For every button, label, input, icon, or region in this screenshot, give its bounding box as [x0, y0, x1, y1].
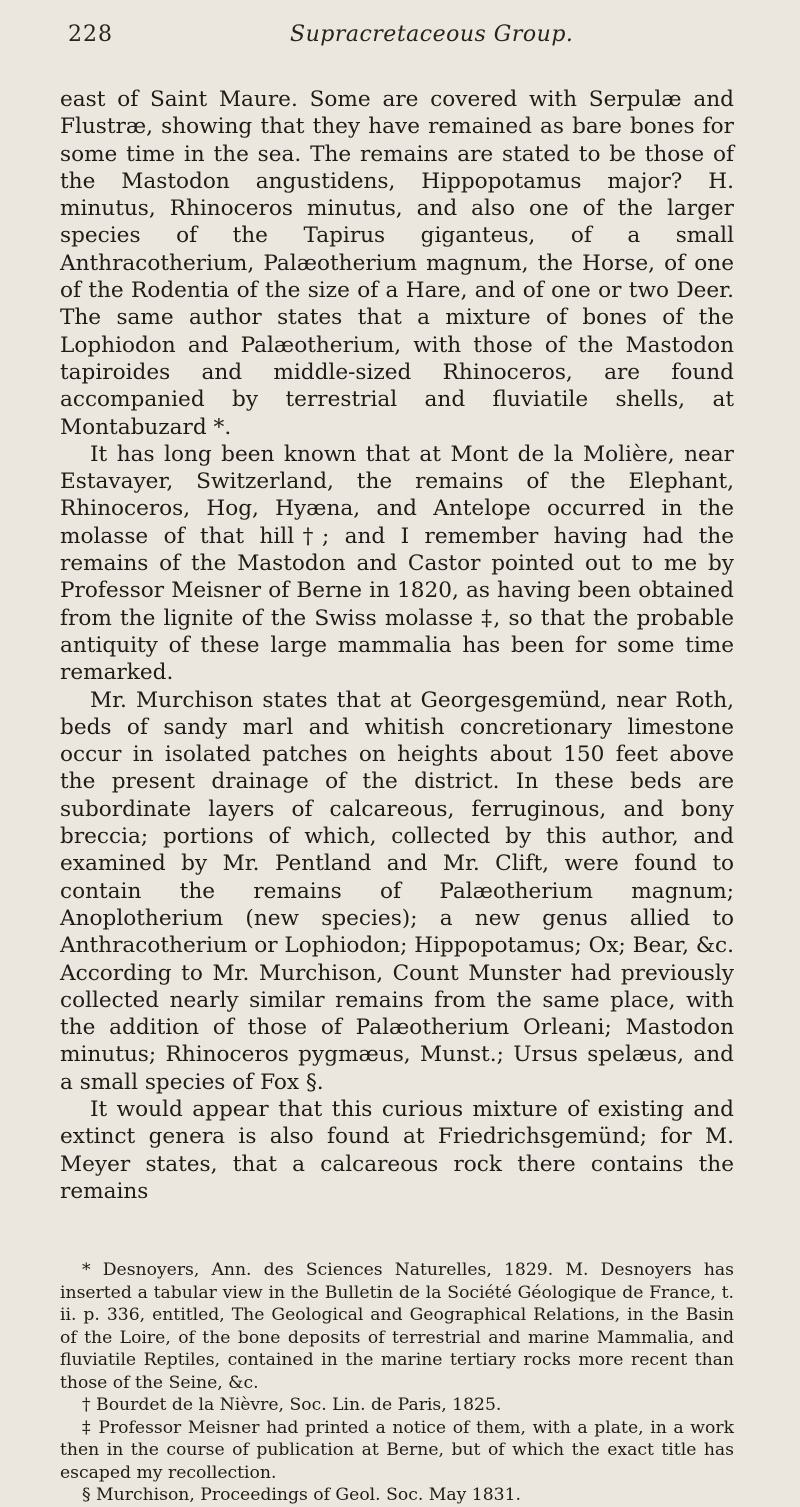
footnote: * Desnoyers, Ann. des Sciences Naturelles, 1829. M. Desnoyers has inserted a tabular view in the Bulletin de la Société Géologique de France, t. ii. p. 336, entitled, The Geological and Geographical Relations, in the Basin of the Loire, of the bone deposits of terrestrial and marine Mammalia, and fluviatile Reptiles, contained in the marine tertiary rocks more recent than those of the Seine, &c. — [60, 1260, 734, 1393]
footnote: § Murchison, Proceedings of Geol. Soc. May 1831. — [82, 1485, 521, 1506]
running-head — [60, 14, 734, 50]
paragraph: It would appear that this curious mixture of existing and extinct genera is also found at Friedrichsgemünd; for M. Meyer states, that a calcareous rock there contains the remains — [60, 1096, 734, 1204]
body-text — [60, 86, 734, 1205]
footnotes — [60, 1259, 734, 1507]
paragraph: Mr. Murchison states that at Georgesgemünd, near Roth, beds of sandy marl and whitish concretionary limestone occur in isolated patches on heights about 150 feet above the present drainage of the district. In these beds are subordinate layers of calcareous, ferruginous, and bony breccia; portions of which, collected by this author, and examined by Mr. Pentland and Mr. Clift, were found to contain the remains of Palæotherium magnum; Anoplotherium (new species); a new genus allied to Anthracotherium or Lophiodon; Hippopotamus; Ox; Bear, &c. According to Mr. Murchison, Count Munster had previously collected nearly similar remains from the same place, with the addition of those of Palæotherium Orleani; Mastodon minutus; Rhinoceros pygmæus, Munst.; Ursus spelæus, and a small species of Fox §. — [60, 687, 735, 1095]
footnote: † Bourdet de la Nièvre, Soc. Lin. de Paris, 1825. — [82, 1395, 502, 1416]
footnote: ‡ Professor Meisner had printed a notice of them, with a plate, in a work then in the course of publication at Berne, but of which the exact title has escaped my recollection. — [60, 1417, 734, 1483]
paragraph: east of Saint Maure. Some are covered with Serpulæ and Flustræ, showing that they have remained as bare bones for some time in the sea. The remains are stated to be those of the Mastodon angustidens, Hippopotamus major? H. minutus, Rhinoceros minutus, and also one of the larger species of the Tapirus giganteus, of a small Anthracotherium, Palæotherium magnum, the Horse, of one of the Rodentia of the size of a Hare, and of one or two Deer. The same author states that a mixture of bones of the Lophiodon and Palæotherium, with those of the Mastodon tapiroides and middle-sized Rhinoceros, are found accompanied by terrestrial and fluviatile shells, at Montabuzard *. — [60, 87, 734, 440]
page-number: 228 — [68, 22, 113, 47]
paragraph: It has long been known that at Mont de la Molière, near Estavayer, Switzerland, the remains of the Elephant, Rhinoceros, Hog, Hyæna, and Antelope occurred in the molasse of that hill†; and I remember having had the remains of the Mastodon and Castor pointed out to me by Professor Meisner of Berne in 1820, as having been obtained from the lignite of the Swiss molasse ‡, so that the probable antiquity of these large mammalia has been for some time remarked. — [60, 441, 734, 686]
running-title: Supracretaceous Group. — [290, 22, 574, 47]
